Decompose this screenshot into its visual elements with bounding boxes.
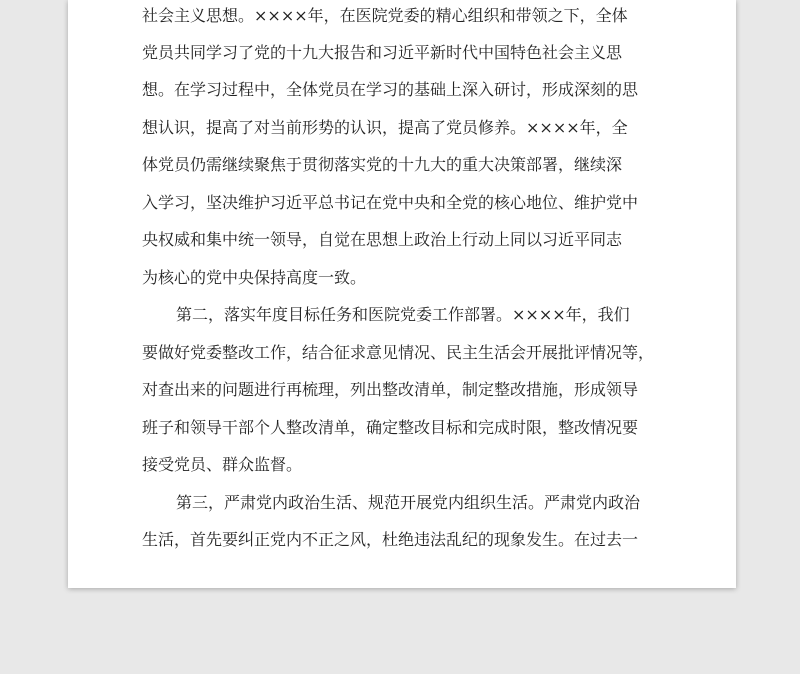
text-line: 为核心的党中央保持高度一致。 (142, 268, 367, 287)
text-line: 入学习，坚决维护习近平总书记在党中央和全党的核心地位、维护党中 (142, 193, 639, 212)
text-line: 央权威和集中统一领导，自觉在思想上政治上行动上同以习近平同志 (142, 230, 623, 249)
text-line: 想认识，提高了对当前形势的认识，提高了党员修养。××××年，全 (142, 118, 628, 137)
paragraph-start-line: 第三，严肃党内政治生活、规范开展党内组织生活。严肃党内政治 (176, 493, 641, 512)
text-line: 想。在学习过程中，全体党员在学习的基础上深入研讨，形成深刻的思 (142, 80, 639, 99)
paragraph-start-line: 第二，落实年度目标任务和医院党委工作部署。××××年，我们 (176, 305, 630, 324)
text-line: 社会主义思想。××××年，在医院党委的精心组织和带领之下，全体 (142, 6, 628, 25)
text-line: 接受党员、群众监督。 (142, 455, 303, 474)
document-page (68, 0, 736, 588)
text-line: 党员共同学习了党的十九大报告和习近平新时代中国特色社会主义思 (142, 43, 623, 62)
text-line: 要做好党委整改工作，结合征求意见情况、民主生活会开展批评情况等， (142, 343, 655, 362)
text-line: 对查出来的问题进行再梳理，列出整改清单，制定整改措施，形成领导 (142, 380, 639, 399)
text-line: 体党员仍需继续聚焦于贯彻落实党的十九大的重大决策部署，继续深 (142, 155, 623, 174)
text-line: 班子和领导干部个人整改清单，确定整改目标和完成时限，整改情况要 (142, 418, 639, 437)
text-line: 生活，首先要纠正党内不正之风，杜绝违法乱纪的现象发生。在过去一 (142, 530, 639, 549)
